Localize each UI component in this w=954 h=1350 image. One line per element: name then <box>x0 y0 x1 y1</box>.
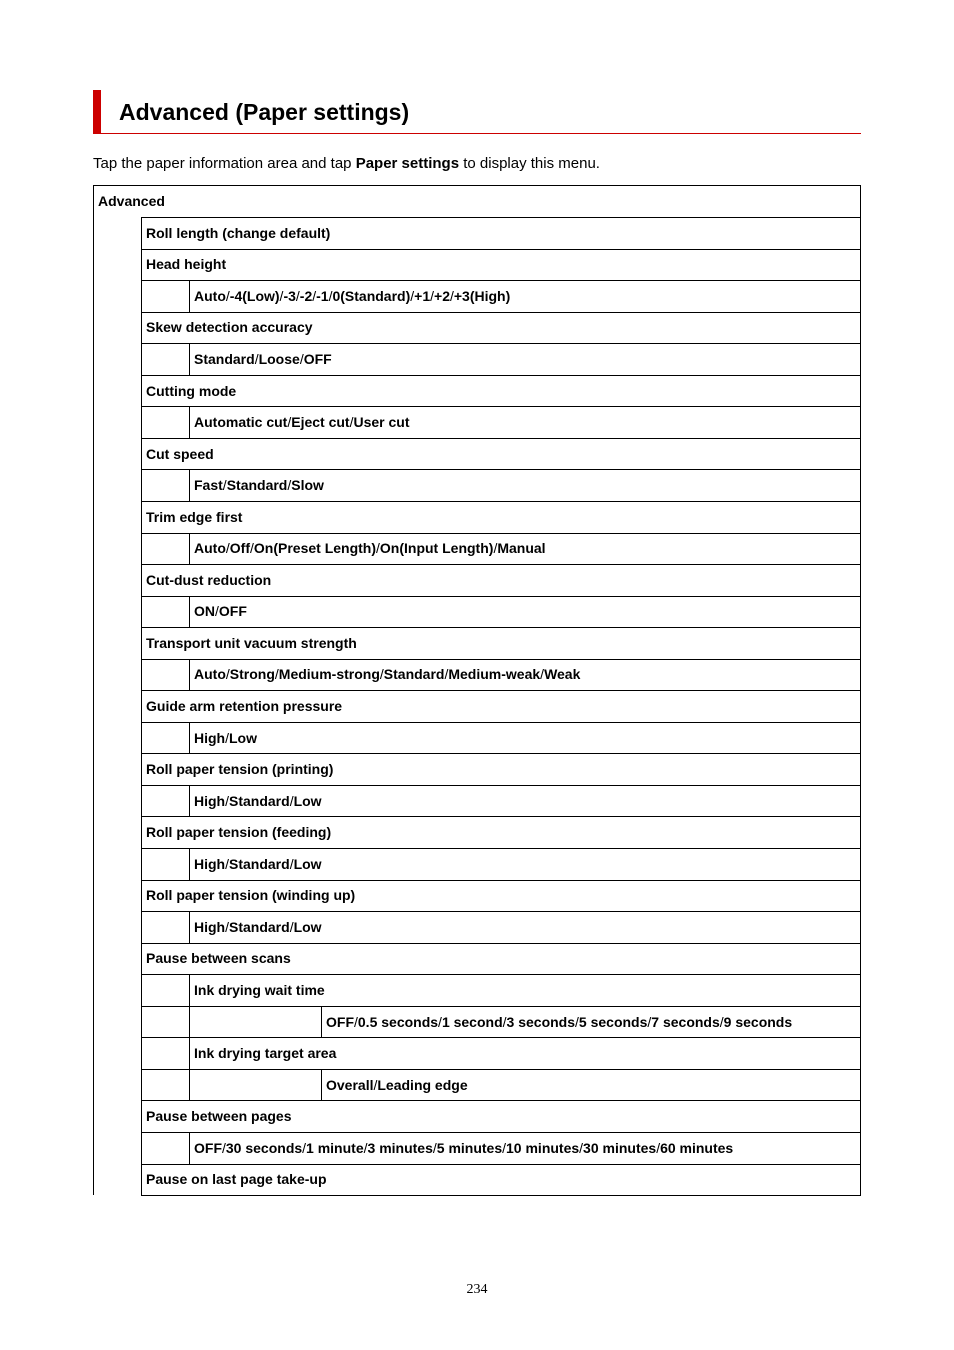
option-label: Trim edge first <box>146 508 243 525</box>
table-rule <box>141 627 142 660</box>
menu-root-label: Advanced <box>98 193 165 209</box>
option-label: Cut speed <box>146 445 214 462</box>
option-label: Low <box>293 792 322 809</box>
table-rule <box>189 848 190 881</box>
option-separator: / <box>289 855 294 872</box>
table-rule <box>189 280 190 313</box>
table-rule <box>141 375 142 408</box>
menu-item <box>141 312 861 344</box>
menu-options <box>189 911 861 943</box>
page-number: 234 <box>466 1282 488 1297</box>
option-label: Eject cut <box>291 414 350 431</box>
option-separator: / <box>225 855 229 872</box>
table-rule <box>141 501 142 534</box>
option-label: Standard <box>229 792 290 809</box>
table-rule <box>141 1069 142 1102</box>
table-rule <box>189 785 190 818</box>
table-rule <box>189 1069 190 1102</box>
table-rule <box>189 343 190 376</box>
table-rule <box>141 249 142 282</box>
menu-item <box>141 375 861 407</box>
menu-options <box>321 1006 861 1038</box>
table-rule <box>93 185 861 186</box>
option-separator: / <box>373 1076 378 1093</box>
menu-subitem <box>189 1037 861 1069</box>
option-label: OFF <box>326 1013 354 1030</box>
table-rule <box>141 943 861 944</box>
option-label: OFF <box>218 603 247 620</box>
menu-item <box>141 753 861 785</box>
option-label: User cut <box>353 414 410 431</box>
table-rule <box>141 406 189 407</box>
option-label: Cutting mode <box>146 382 237 399</box>
menu-item <box>141 1164 861 1196</box>
option-separator: / <box>354 1013 358 1030</box>
menu-item <box>141 816 861 848</box>
option-label: 9 seconds <box>723 1013 793 1030</box>
option-separator: / <box>502 1139 507 1156</box>
option-separator: / <box>575 1013 579 1030</box>
option-label: -1 <box>316 287 329 304</box>
option-separator: / <box>302 1139 307 1156</box>
menu-item <box>141 564 861 596</box>
option-label: -2 <box>299 287 313 304</box>
menu-item <box>141 943 861 975</box>
page-title-block <box>93 90 861 134</box>
option-label: High <box>194 918 226 935</box>
table-rule <box>189 722 861 723</box>
table-rule <box>141 880 142 913</box>
option-label: Roll length (change default) <box>146 224 331 241</box>
table-rule <box>141 343 189 344</box>
menu-item <box>141 627 861 659</box>
table-rule <box>189 911 190 944</box>
table-rule <box>321 1006 861 1007</box>
option-label: Low <box>293 855 322 872</box>
option-label: Auto <box>194 666 226 683</box>
option-label: Medium-weak <box>448 666 541 683</box>
table-rule <box>141 911 189 912</box>
option-separator: / <box>430 287 435 304</box>
option-label: 10 minutes <box>506 1139 580 1156</box>
option-label: +3(High) <box>453 287 511 304</box>
menu-item <box>141 1100 861 1132</box>
table-rule <box>141 785 189 786</box>
table-rule <box>141 501 861 502</box>
table-rule <box>141 312 142 345</box>
menu-item <box>141 880 861 912</box>
option-separator: / <box>502 1013 507 1030</box>
table-rule <box>321 1069 322 1102</box>
table-rule <box>141 564 861 565</box>
table-rule <box>141 1164 142 1197</box>
option-label: 30 seconds <box>225 1139 303 1156</box>
table-rule <box>189 1132 190 1165</box>
option-label: Manual <box>497 540 546 557</box>
option-label: Standard <box>194 350 255 367</box>
option-separator: / <box>250 540 254 557</box>
option-separator: / <box>438 1013 442 1030</box>
table-rule <box>141 848 189 849</box>
option-label: Roll paper tension (winding up) <box>146 887 356 904</box>
table-rule <box>141 1132 142 1165</box>
table-rule <box>141 533 189 534</box>
option-label: On(Preset Length) <box>253 540 377 557</box>
option-separator: / <box>287 477 292 494</box>
option-separator: / <box>349 414 354 431</box>
option-label: Skew detection accuracy <box>146 319 313 336</box>
option-label: Roll paper tension (printing) <box>146 761 334 778</box>
option-label: 60 minutes <box>660 1139 734 1156</box>
menu-options <box>189 785 861 817</box>
table-rule <box>141 974 189 975</box>
option-label: 3 minutes <box>367 1139 433 1156</box>
table-rule <box>141 469 142 502</box>
option-separator: / <box>225 666 230 683</box>
option-label: Standard <box>229 918 290 935</box>
option-label: 1 minute <box>306 1139 364 1156</box>
intro-bold-term: Paper settings <box>355 155 460 172</box>
table-rule <box>141 375 861 376</box>
option-label: Medium-strong <box>278 666 380 683</box>
option-label: Overall <box>326 1076 374 1093</box>
menu-options <box>189 1132 861 1164</box>
table-rule <box>141 1006 142 1039</box>
option-label: 5 seconds <box>578 1013 648 1030</box>
table-rule <box>141 1100 142 1133</box>
table-rule <box>141 249 861 250</box>
option-label: Head height <box>146 256 227 273</box>
menu-options <box>189 848 861 880</box>
option-label: Pause between pages <box>146 1108 292 1125</box>
option-separator: / <box>287 414 292 431</box>
table-rule <box>141 974 142 1007</box>
table-rule <box>189 343 861 344</box>
page-title: Advanced (Paper settings) <box>119 99 410 125</box>
menu-options <box>189 722 861 754</box>
table-rule <box>141 1164 861 1165</box>
option-separator: / <box>279 287 284 304</box>
table-rule <box>189 406 190 439</box>
table-rule <box>141 217 861 218</box>
option-label: +1 <box>414 287 431 304</box>
table-rule <box>189 596 861 597</box>
option-separator: / <box>289 918 294 935</box>
table-rule <box>141 1132 189 1133</box>
table-rule <box>189 722 190 755</box>
menu-options <box>321 1069 861 1101</box>
option-label: Standard <box>383 666 445 683</box>
option-label: -3 <box>283 287 296 304</box>
menu-options <box>189 469 861 501</box>
table-rule <box>141 690 142 723</box>
option-label: OFF <box>194 1139 222 1156</box>
option-separator: / <box>432 1139 437 1156</box>
table-rule <box>141 1006 321 1007</box>
table-rule <box>141 438 142 471</box>
menu-item <box>141 438 861 470</box>
table-rule <box>141 816 142 849</box>
option-separator: / <box>225 918 229 935</box>
option-separator: / <box>225 540 230 557</box>
table-rule <box>189 469 861 470</box>
table-rule <box>141 816 861 817</box>
option-label: High <box>194 729 226 746</box>
table-rule <box>189 533 861 534</box>
table-rule <box>141 722 142 755</box>
table-rule <box>321 1069 861 1070</box>
table-rule <box>141 911 142 944</box>
option-label: Guide arm retention pressure <box>146 698 343 715</box>
table-rule <box>189 659 190 692</box>
option-separator: / <box>656 1139 661 1156</box>
table-rule <box>141 312 861 313</box>
table-rule <box>141 753 861 754</box>
table-rule <box>189 1037 190 1070</box>
table-rule <box>141 596 189 597</box>
option-label: Roll paper tension (feeding) <box>146 824 332 841</box>
table-rule <box>189 533 190 566</box>
option-separator: / <box>379 666 384 683</box>
option-separator: / <box>540 666 545 683</box>
table-rule <box>189 406 861 407</box>
option-label: Auto <box>194 287 226 304</box>
menu-options <box>189 343 861 375</box>
table-rule <box>141 533 142 566</box>
menu-options <box>189 533 861 565</box>
table-rule <box>189 659 861 660</box>
option-label: OFF <box>303 350 332 367</box>
option-separator: / <box>444 666 449 683</box>
option-separator: / <box>312 287 317 304</box>
option-separator: / <box>295 287 300 304</box>
table-rule <box>141 1037 189 1038</box>
menu-subitem <box>189 974 861 1006</box>
option-separator: / <box>363 1139 368 1156</box>
option-label: Weak <box>544 666 581 683</box>
option-label: Standard <box>226 477 288 494</box>
menu-options <box>189 280 861 312</box>
option-label: Cut-dust reduction <box>146 571 272 588</box>
intro-after: to display this menu. <box>459 155 600 172</box>
option-label: Strong <box>229 666 275 683</box>
menu-item <box>141 217 861 249</box>
option-separator: / <box>289 792 294 809</box>
table-rule <box>141 596 142 629</box>
option-label: Ink drying target area <box>194 1045 337 1062</box>
table-rule <box>141 880 861 881</box>
option-label: Pause between scans <box>146 950 291 967</box>
menu-item <box>141 501 861 533</box>
intro-text <box>93 154 600 174</box>
table-rule <box>141 848 142 881</box>
table-rule <box>141 690 861 691</box>
option-label: Fast <box>194 477 223 494</box>
menu-item <box>141 249 861 281</box>
table-rule <box>93 185 94 1195</box>
option-separator: / <box>274 666 279 683</box>
option-separator: / <box>647 1013 652 1030</box>
option-label: ON <box>194 603 215 620</box>
option-label: 30 minutes <box>583 1139 657 1156</box>
table-rule <box>141 659 189 660</box>
option-label: Off <box>229 540 250 557</box>
table-rule <box>141 469 189 470</box>
option-separator: / <box>449 287 454 304</box>
table-rule <box>141 943 142 976</box>
table-rule <box>189 1132 861 1133</box>
menu-options <box>189 406 861 438</box>
option-separator: / <box>299 350 304 367</box>
option-label: 7 seconds <box>651 1013 720 1030</box>
option-label: High <box>194 792 226 809</box>
intro-before: Tap the paper information area and tap <box>93 155 356 172</box>
table-rule <box>141 785 142 818</box>
option-label: Auto <box>194 540 226 557</box>
table-rule <box>141 280 189 281</box>
table-rule <box>141 217 142 250</box>
table-rule <box>141 280 142 313</box>
table-rule <box>141 564 142 597</box>
option-label: Automatic cut <box>194 414 288 431</box>
option-label: Ink drying wait time <box>194 981 325 998</box>
table-rule <box>189 1037 861 1038</box>
option-label: 0(Standard) <box>332 287 411 304</box>
table-rule <box>141 659 142 692</box>
table-rule <box>141 722 189 723</box>
table-rule <box>141 753 142 786</box>
option-separator: / <box>410 287 415 304</box>
option-label: Loose <box>258 350 300 367</box>
option-label: Slow <box>291 477 324 494</box>
table-rule <box>141 343 142 376</box>
table-rule <box>141 1037 142 1070</box>
menu-item <box>141 690 861 722</box>
option-separator: / <box>254 350 259 367</box>
option-label: Transport unit vacuum strength <box>146 634 357 651</box>
table-rule <box>189 596 190 629</box>
option-label: +2 <box>434 287 450 304</box>
option-separator: / <box>225 287 230 304</box>
option-separator: / <box>493 540 498 557</box>
option-separator: / <box>222 1139 226 1156</box>
option-separator: / <box>225 729 229 746</box>
table-rule <box>189 974 190 1007</box>
option-label: Leading edge <box>377 1076 468 1093</box>
option-separator: / <box>579 1139 584 1156</box>
option-separator: / <box>719 1013 724 1030</box>
table-rule <box>141 1195 861 1196</box>
option-label: -4(Low) <box>229 287 280 304</box>
option-label: Standard <box>229 855 290 872</box>
table-rule <box>141 406 142 439</box>
option-label: High <box>194 855 226 872</box>
table-rule <box>321 1006 322 1039</box>
table-rule <box>189 469 190 502</box>
table-rule <box>189 911 861 912</box>
option-separator: / <box>376 540 380 557</box>
table-rule <box>141 627 861 628</box>
option-label: Low <box>229 729 257 746</box>
option-separator: / <box>225 792 229 809</box>
option-label: 1 second <box>441 1013 503 1030</box>
option-label: 5 minutes <box>436 1139 503 1156</box>
table-rule <box>189 848 861 849</box>
option-label: Pause on last page take-up <box>146 1171 327 1188</box>
table-rule <box>141 438 861 439</box>
menu-options <box>189 596 861 628</box>
option-separator: / <box>328 287 333 304</box>
option-separator: / <box>222 477 227 494</box>
option-label: On(Input Length) <box>379 540 494 557</box>
table-rule <box>141 1100 861 1101</box>
option-label: 0.5 seconds <box>357 1013 439 1030</box>
option-label: Low <box>293 918 322 935</box>
menu-table <box>93 185 861 1194</box>
option-label: 3 seconds <box>506 1013 576 1030</box>
title-accent-bar <box>93 90 101 133</box>
table-rule <box>189 974 861 975</box>
table-rule <box>189 1006 190 1039</box>
menu-options <box>189 659 861 691</box>
table-rule <box>189 280 861 281</box>
table-rule <box>141 1069 321 1070</box>
option-separator: / <box>215 603 219 620</box>
table-rule <box>189 785 861 786</box>
